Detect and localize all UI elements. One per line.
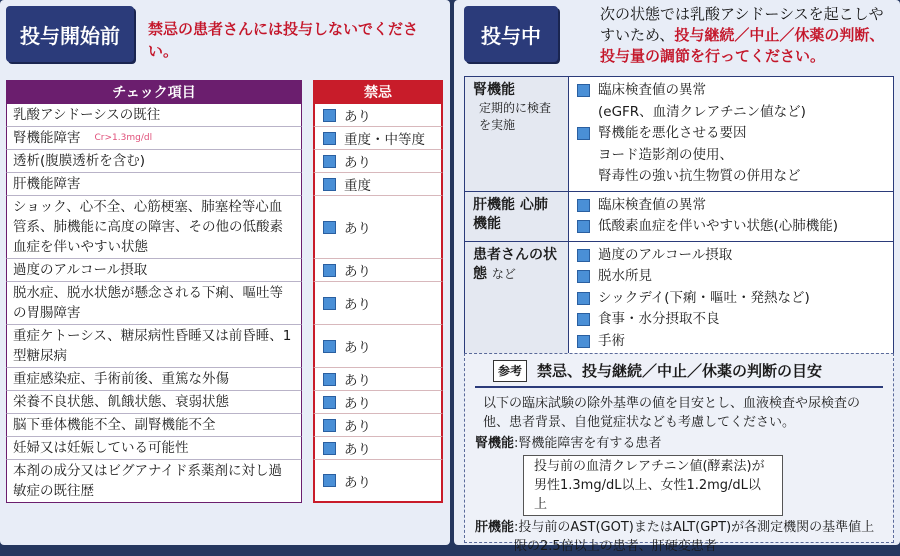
checkbox[interactable]: [323, 109, 336, 122]
reference-liver-text: :投与前のAST(GOT)またはALT(GPT)が各測定機関の基準値上限の2.5倍以上の患者、肝硬変患者: [514, 520, 875, 554]
check-item-note: Cr>1.3mg/dl: [94, 133, 153, 143]
reference-title: 禁忌、投与継続／中止／休薬の判断の目安: [537, 362, 823, 380]
reference-tag: 参考: [493, 360, 527, 382]
contraindication-value: あり: [344, 474, 371, 491]
reference-title-row: [493, 360, 883, 382]
check-row: [6, 173, 443, 196]
contraindication-cell: [313, 196, 443, 259]
check-item-text: 本剤の成分又はビグアナイド系薬剤に対し過敏症の既往歴: [13, 463, 283, 499]
pre-administration-badge: 投与開始前: [6, 6, 134, 62]
check-row: [6, 127, 443, 150]
contraindication-cell: [313, 150, 443, 173]
during-item: [577, 266, 885, 288]
check-row: [6, 259, 443, 282]
reference-kidney-text: :腎機能障害を有する患者: [514, 436, 662, 451]
contraindication-value: あり: [344, 373, 371, 389]
contraindication-value: あり: [344, 109, 371, 125]
during-item: [577, 195, 885, 217]
check-item: [6, 460, 302, 503]
during-item: [577, 216, 885, 238]
contraindication-cell: [313, 437, 443, 460]
contraindication-cell: [313, 325, 443, 368]
reference-liver-label: 肝機能: [475, 520, 515, 535]
during-item: [577, 245, 885, 267]
during-section: [464, 76, 894, 192]
check-row: [6, 368, 443, 391]
during-item-text: ヨード造影剤の使用、: [598, 146, 733, 163]
check-item: [6, 282, 302, 325]
check-item: [6, 259, 302, 282]
during-item-text: 過度のアルコール摂取: [598, 246, 733, 263]
check-row: [6, 437, 443, 460]
during-administration-badge: 投与中: [464, 6, 558, 62]
checkbox[interactable]: [577, 313, 590, 326]
contraindication-cell: [313, 414, 443, 437]
check-item-text: 乳酸アシドーシスの既往: [13, 107, 161, 123]
check-item: [6, 150, 302, 173]
during-item: [577, 102, 885, 124]
check-table: [6, 80, 443, 503]
check-row: [6, 196, 443, 259]
during-item-text: 腎毒性の強い抗生物質の併用など: [598, 168, 801, 184]
during-item-text: 臨床検査値の異常: [598, 196, 706, 213]
contraindication-header: 禁忌: [313, 80, 443, 104]
during-item-text: 腎機能を悪化させる要因: [598, 125, 747, 141]
checkbox[interactable]: [323, 340, 336, 353]
check-item: [6, 414, 302, 437]
check-item-text: 妊婦又は妊娠している可能性: [13, 440, 189, 456]
checkbox[interactable]: [323, 396, 336, 409]
section-title-text: 患者さんの状態: [473, 246, 557, 282]
during-administration-panel: [454, 0, 900, 554]
section-title-suffix: など: [491, 266, 516, 281]
check-item-text: 重症ケトーシス、糖尿病性昏睡又は前昏睡、1型糖尿病: [13, 328, 292, 364]
reference-kidney-label: 腎機能: [475, 436, 515, 451]
during-item-text: 臨床検査値の異常: [598, 82, 706, 98]
contraindication-cell: [313, 173, 443, 196]
during-section-items: [569, 192, 893, 241]
contraindication-value: あり: [344, 396, 371, 412]
checkbox[interactable]: [577, 335, 590, 348]
check-item: [6, 173, 302, 196]
reference-divider: [475, 386, 883, 388]
check-item-text: 過度のアルコール摂取: [13, 262, 148, 278]
during-item-text: (eGFR、血清クレアチニン値など): [598, 103, 806, 120]
during-intro: [600, 4, 896, 67]
check-item-text: 栄養不良状態、飢餓状態、衰弱状態: [13, 394, 229, 410]
checkbox[interactable]: [323, 155, 336, 168]
during-item-text: 手術: [598, 332, 625, 349]
checkbox[interactable]: [323, 221, 336, 234]
check-item-text: 重症感染症、手術前後、重篤な外傷: [13, 371, 229, 387]
contraindication-value: あり: [344, 221, 371, 237]
check-item-text: 透析(腹膜透析を含む): [13, 153, 146, 169]
checkbox[interactable]: [323, 419, 336, 432]
contraindication-cell: [313, 368, 443, 391]
reference-kidney-criteria: 投与前の血清クレアチニン値(酵素法)が男性1.3mg/dL以上、女性1.2mg/dL以上: [523, 455, 783, 516]
check-item-text: 肝機能障害: [13, 176, 81, 192]
check-row: [6, 104, 443, 127]
contraindication-cell: [313, 282, 443, 325]
during-item: [577, 145, 885, 167]
during-item: [577, 166, 885, 188]
during-section-title: [465, 242, 569, 356]
check-row: [6, 325, 443, 368]
during-item-text: 低酸素血症を伴いやすい状態(心肺機能): [598, 218, 839, 234]
checkbox[interactable]: [577, 292, 590, 305]
checkbox[interactable]: [577, 84, 590, 97]
during-item: [577, 288, 885, 310]
checkbox[interactable]: [323, 264, 336, 277]
contraindication-cell: [313, 460, 443, 503]
during-section: [464, 242, 894, 357]
check-table-header: [6, 80, 443, 104]
check-row: [6, 460, 443, 503]
check-item: [6, 104, 302, 127]
during-item: [577, 331, 885, 353]
during-section: [464, 192, 894, 242]
checkbox[interactable]: [323, 474, 336, 487]
check-item-text: ショック、心不全、心筋梗塞、肺塞栓等心血管系、肺機能に高度の障害、その他の低酸素血症を伴いやすい状態: [13, 199, 283, 255]
during-item: [577, 309, 885, 331]
contraindication-cell: [313, 259, 443, 282]
checkbox[interactable]: [577, 249, 590, 262]
pre-administration-panel: [0, 0, 450, 545]
contraindication-value: あり: [344, 442, 371, 458]
check-item: [6, 368, 302, 391]
reference-box: [464, 353, 894, 554]
section-title-text: 腎機能: [473, 82, 515, 98]
during-item: [577, 80, 885, 102]
check-item: [6, 196, 302, 259]
contraindication-value: あり: [344, 340, 371, 356]
during-section-items: [569, 77, 893, 191]
contraindication-cell: [313, 391, 443, 414]
check-item: [6, 391, 302, 414]
checkbox[interactable]: [577, 220, 590, 233]
intro-emphasis: 投与継続／中止／休薬の判断、投与量の調節を行ってください。: [600, 26, 885, 65]
contraindication-cell: [313, 127, 443, 150]
contraindication-value: 重度・中等度: [344, 132, 425, 148]
check-item: [6, 325, 302, 368]
check-item-text: 脳下垂体機能不全、副腎機能不全: [13, 417, 216, 433]
check-item-text: 脱水症、脱水状態が懸念される下痢、嘔吐等の胃腸障害: [13, 285, 283, 321]
checkbox[interactable]: [577, 199, 590, 212]
check-item-header: チェック項目: [6, 80, 302, 104]
checkbox[interactable]: [323, 132, 336, 145]
reference-liver: [475, 518, 883, 556]
during-item-text: 食事・水分摂取不良: [598, 311, 720, 327]
during-section-title: [465, 77, 569, 191]
checkbox[interactable]: [323, 373, 336, 386]
contraindication-value: あり: [344, 155, 371, 171]
check-row: [6, 414, 443, 437]
reference-kidney: [475, 434, 883, 453]
during-item-text: 脱水所見: [598, 268, 652, 284]
check-row: [6, 391, 443, 414]
section-title-text: 肝機能 心肺機能: [473, 196, 548, 232]
during-item: [577, 123, 885, 145]
checkbox[interactable]: [323, 297, 336, 310]
during-item-text: シックデイ(下痢・嘔吐・発熱など): [598, 289, 810, 306]
contraindication-value: あり: [344, 264, 371, 280]
checkbox[interactable]: [323, 442, 336, 455]
check-row: [6, 282, 443, 325]
checkbox[interactable]: [577, 127, 590, 140]
intro-text: 次の状態では乳酸アシドーシスを起こしやすいため、: [600, 5, 884, 44]
during-section-items: [569, 242, 893, 356]
checkbox[interactable]: [577, 270, 590, 283]
section-subtitle: 定期的に検査を実施: [479, 101, 552, 132]
check-item-text: 腎機能障害: [13, 130, 81, 146]
check-item: [6, 127, 302, 150]
contraindication-note: 禁忌の患者さんには投与しないでください。: [148, 20, 419, 60]
contraindication-value: 重度: [344, 178, 371, 194]
contraindication-cell: [313, 104, 443, 127]
contraindication-value: あり: [344, 297, 371, 313]
check-row: [6, 150, 443, 173]
contraindication-value: あり: [344, 419, 371, 435]
checkbox[interactable]: [323, 178, 336, 191]
during-section-title: [465, 192, 569, 241]
check-item: [6, 437, 302, 460]
reference-description: 以下の臨床試験の除外基準の値を目安とし、血液検査や尿検査の他、患者背景、自他覚症状なども考慮してください。: [483, 396, 861, 430]
during-table: [464, 76, 894, 356]
